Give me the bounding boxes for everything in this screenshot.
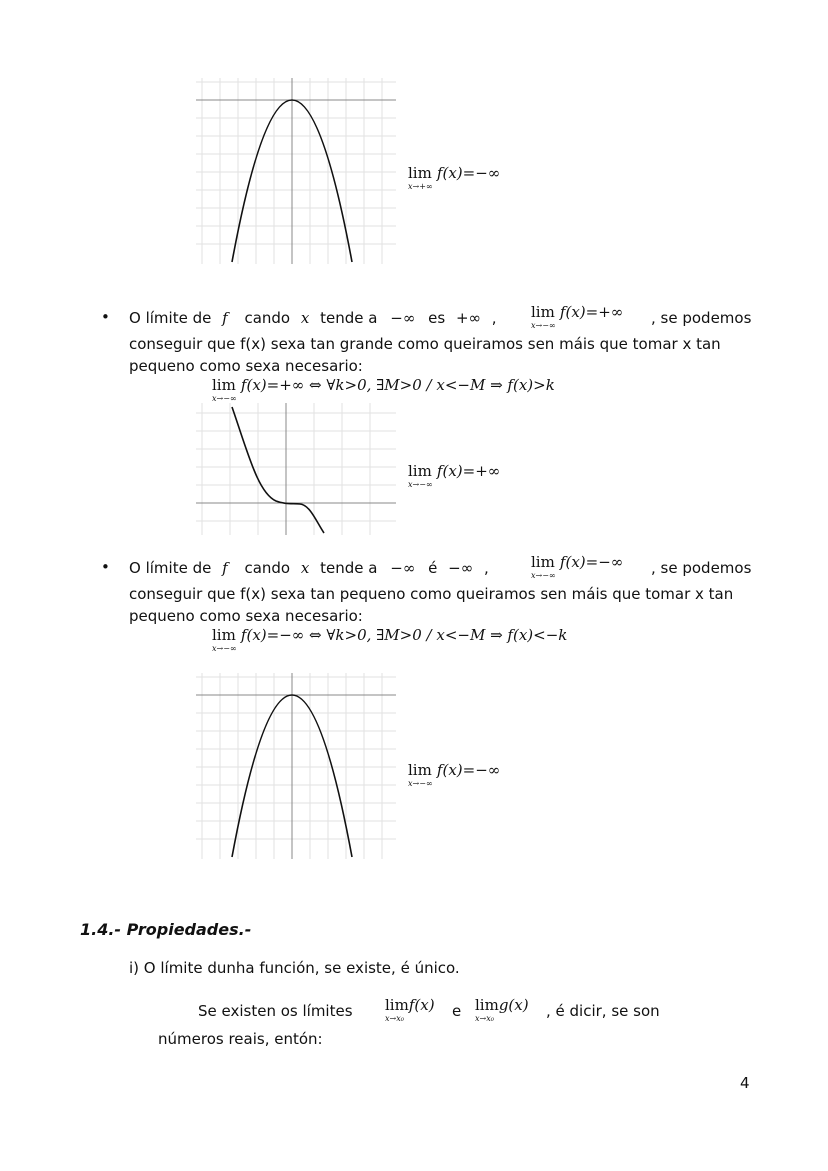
bullet-2-line-3: pequeno como sexa necesario:: [129, 607, 363, 625]
text: ,: [483, 559, 489, 577]
symbol-x: x: [300, 309, 310, 327]
lim-subscript: x→−∞: [408, 480, 433, 489]
text: cando: [244, 559, 291, 577]
bullet-1-line-3: pequeno como sexa necesario:: [129, 357, 363, 375]
lim-subscript: x→x₀: [475, 1014, 494, 1023]
definition-expression: f(x)=+∞ ⇔ ∀k>0, ∃M>0 / x<−M ⇒ f(x)>k: [240, 376, 555, 394]
bullet-1-inline-lim: [531, 302, 624, 330]
para-text-a: Se existen os límites: [198, 1002, 353, 1020]
lim-expression: f(x)=+∞: [559, 303, 624, 321]
bullet-1-line-2: [129, 333, 749, 355]
graph-cubic: [196, 403, 396, 535]
page-number: 4: [740, 1074, 750, 1092]
graph-2-label: [408, 461, 501, 489]
para-text-c: números reais, entón:: [158, 1030, 323, 1048]
symbol-value: +∞: [455, 309, 482, 327]
symbol-target: −∞: [390, 309, 416, 327]
bullet-2-line-1: [129, 557, 752, 579]
lim-subscript: x→−∞: [212, 644, 237, 653]
definition-expression: f(x)=−∞ ⇔ ∀k>0, ∃M>0 / x<−M ⇒ f(x)<−k: [240, 626, 568, 644]
lim-word: lim: [212, 626, 236, 644]
text: , se podemos: [651, 309, 752, 327]
text: es: [428, 309, 446, 327]
text: O límite de: [129, 309, 212, 327]
bullet-1-line-1: [129, 307, 752, 329]
lim-word: lim: [212, 376, 236, 394]
lim-word: lim: [475, 996, 499, 1014]
lim-expression: f(x)=−∞: [436, 164, 501, 182]
bullet-dot: •: [101, 558, 110, 576]
cubic-curve: [232, 407, 324, 533]
graph-3-label: [408, 760, 501, 788]
lim-expression: f(x): [408, 996, 435, 1014]
lim-word: lim: [385, 996, 409, 1014]
bullet-dot: •: [101, 308, 110, 326]
text: cando: [244, 309, 291, 327]
graph-2-svg: [196, 403, 396, 535]
lim-subscript: x→−∞: [212, 394, 237, 403]
lim-subscript: x→−∞: [408, 779, 433, 788]
property-i: i) O límite dunha función, se existe, é único.: [129, 959, 460, 977]
symbol-f: f: [222, 309, 228, 327]
graph-parabola-bottom: [196, 673, 396, 859]
text: O límite de: [129, 559, 212, 577]
graph-parabola-top: [196, 78, 396, 264]
graph-3-svg: [196, 673, 396, 859]
lim-word: lim: [408, 761, 432, 779]
lim-subscript: x→x₀: [385, 1014, 404, 1023]
lim-expression: f(x)=+∞: [436, 462, 501, 480]
section-heading: 1.4.- Propiedades.-: [80, 920, 252, 939]
graph-1-label: [408, 163, 501, 191]
lim-word: lim: [408, 462, 432, 480]
symbol-value: −∞: [448, 559, 474, 577]
lim-subscript: x→−∞: [531, 321, 556, 330]
bullet-2-inline-lim: [531, 552, 624, 580]
text: ,: [491, 309, 497, 327]
text: conseguir que f(x) sexa tan grande como queiramos sen máis que tomar x tan: [129, 335, 721, 353]
lim-word: lim: [531, 553, 555, 571]
lim-subscript: x→+∞: [408, 182, 433, 191]
symbol-target: −∞: [390, 559, 416, 577]
text: é: [428, 559, 438, 577]
bullet-2-line-2: [129, 583, 749, 605]
para-text-e: e: [452, 1002, 462, 1020]
graph-1-svg: [196, 78, 396, 264]
lim-word: lim: [408, 164, 432, 182]
text: tende a: [320, 559, 378, 577]
lim-word: lim: [531, 303, 555, 321]
para-lim-f: [385, 995, 435, 1023]
text: conseguir que f(x) sexa tan pequeno como queiramos sen máis que tomar x tan: [129, 585, 734, 603]
para-text-b: , é dicir, se son: [546, 1002, 660, 1020]
text: , se podemos: [651, 559, 752, 577]
symbol-x: x: [300, 559, 310, 577]
lim-expression: f(x)=−∞: [559, 553, 624, 571]
text: tende a: [320, 309, 378, 327]
lim-expression: f(x)=−∞: [436, 761, 501, 779]
lim-expression: g(x): [498, 996, 529, 1014]
symbol-f: f: [222, 559, 228, 577]
bullet-2-definition: [212, 625, 568, 653]
para-lim-g: [475, 995, 529, 1023]
bullet-1-definition: [212, 375, 555, 403]
lim-subscript: x→−∞: [531, 571, 556, 580]
